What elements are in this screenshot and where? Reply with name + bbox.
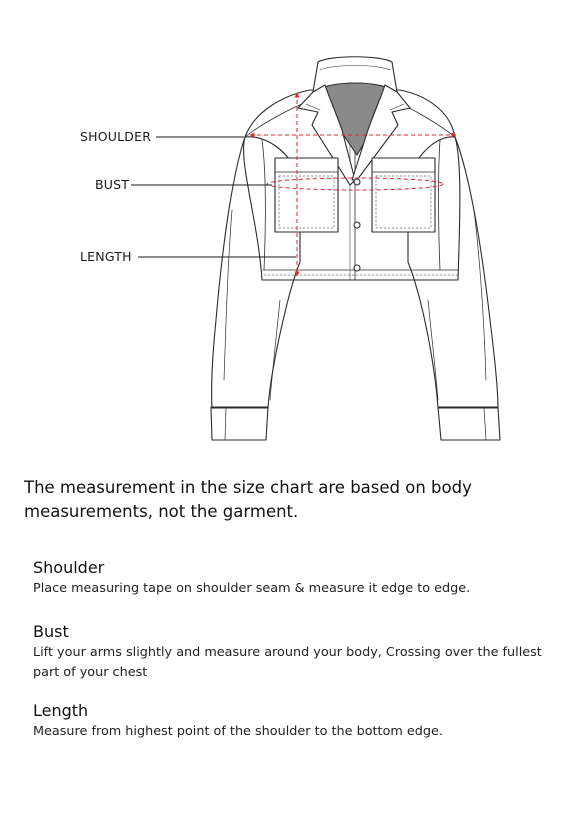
section-title: Shoulder xyxy=(33,558,105,577)
left-pocket xyxy=(275,158,338,232)
left-cuff xyxy=(211,407,268,440)
section-text: Measure from highest point of the shoulder to the bottom edge. xyxy=(33,724,443,739)
bust-section xyxy=(33,621,553,683)
measurement-note: The measurement in the size chart are based on body measurements, not the garment. xyxy=(24,478,472,521)
shoulder-section xyxy=(33,557,553,599)
length-section xyxy=(33,700,553,742)
bust-label: BUST xyxy=(95,177,130,192)
right-cuff xyxy=(438,407,500,440)
length-label: LENGTH xyxy=(80,249,132,264)
section-title: Bust xyxy=(33,622,69,641)
section-title: Length xyxy=(33,701,89,720)
right-pocket xyxy=(372,158,435,232)
section-text: Place measuring tape on shoulder seam & measure it edge to edge. xyxy=(33,581,471,596)
shoulder-label: SHOULDER xyxy=(80,129,152,144)
section-text: Lift your arms slightly and measure around your body, Crossing over the fullest part of your chest xyxy=(33,645,542,680)
